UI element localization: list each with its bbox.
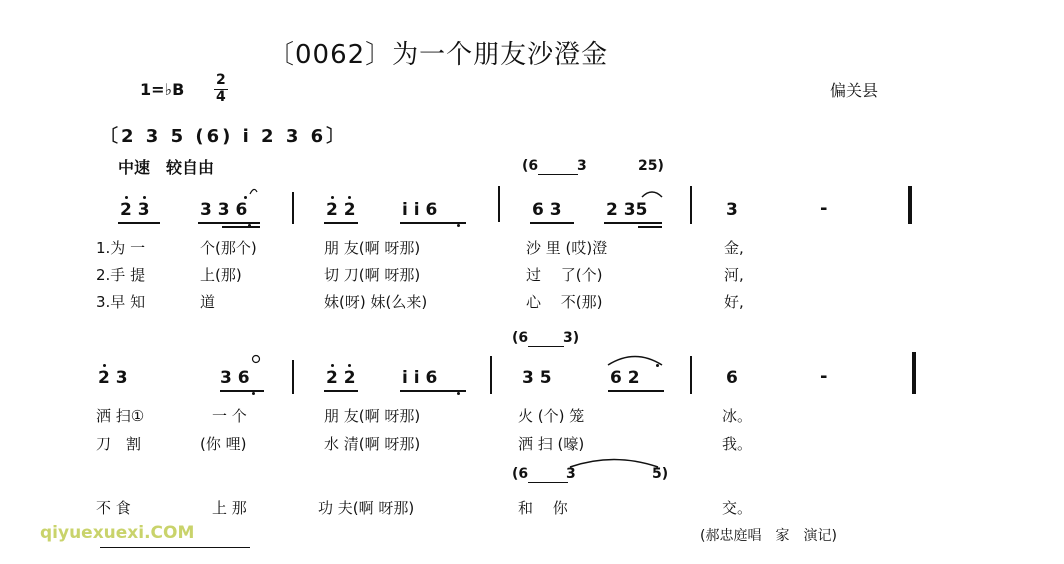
alt-note: (6 xyxy=(512,330,529,346)
lyric: 妹(呀) 妹(么来) xyxy=(324,293,428,311)
note-group: 3 6 xyxy=(220,368,250,388)
bar-line xyxy=(690,356,692,394)
note-group: 3 3 6 xyxy=(200,200,248,220)
lyric: 洒 扫 (嚎) xyxy=(518,435,585,453)
beam xyxy=(638,226,662,228)
note-group: 2 3 xyxy=(120,200,150,220)
octave-dot xyxy=(331,364,334,367)
lyric: 道 xyxy=(200,293,216,311)
lyric: 好, xyxy=(724,293,744,311)
lyric: 我。 xyxy=(722,435,753,453)
note-group: 2 2 xyxy=(326,368,356,388)
beam xyxy=(608,390,664,392)
alt-note: (6 xyxy=(522,158,539,174)
grace-mark xyxy=(248,186,258,196)
lyric: 不 食 xyxy=(96,499,131,517)
key-signature: 1=♭B xyxy=(140,80,185,99)
tempo-marking: 中速 较自由 xyxy=(118,158,215,177)
octave-dot xyxy=(125,196,128,199)
time-signature-top: 2 xyxy=(216,72,226,88)
page-title: 〔0062〕为一个朋友沙澄金 xyxy=(268,40,609,70)
octave-dot xyxy=(331,196,334,199)
bar-line xyxy=(292,192,294,224)
octave-dot xyxy=(457,392,460,395)
note-group: 6 3 xyxy=(532,200,562,220)
lyric: (你 哩) xyxy=(200,435,247,453)
alt-underline xyxy=(538,174,578,175)
lyric: 朋 友(啊 呀那) xyxy=(324,407,421,425)
lyric: 个(那个) xyxy=(200,239,257,257)
octave-dot xyxy=(348,196,351,199)
lyric: 沙 里 (哎)澄 xyxy=(526,239,608,257)
bar-line xyxy=(690,186,692,224)
beam xyxy=(400,222,466,224)
note-group: i i 6 xyxy=(402,368,438,388)
grace-mark xyxy=(251,354,261,364)
slur xyxy=(640,188,664,198)
lyric: 火 (个) 笼 xyxy=(518,407,585,425)
site-watermark: qiyuexuexi.COM xyxy=(40,523,195,543)
lyric: 一 个 xyxy=(212,407,247,425)
octave-dot xyxy=(244,196,247,199)
note-group: 6 xyxy=(726,368,738,388)
note-group: 2 35 xyxy=(606,200,648,220)
beam xyxy=(118,222,160,224)
lyric: 1.为 一 xyxy=(96,239,146,257)
hold-dash: - xyxy=(820,366,828,387)
performer-credit: (郝忠庭唱 家 演记) xyxy=(700,528,837,544)
lyric: 上 那 xyxy=(212,499,247,517)
beam xyxy=(220,390,264,392)
region-label: 偏关县 xyxy=(830,81,879,100)
octave-dot xyxy=(457,224,460,227)
note-group: 2 3 xyxy=(98,368,128,388)
lyric: 洒 扫① xyxy=(96,407,145,425)
lyric: 3.早 知 xyxy=(96,293,146,311)
beam xyxy=(324,390,358,392)
alt-note: 25) xyxy=(638,158,664,174)
lyric: 冰。 xyxy=(722,407,753,425)
lyric: 和 你 xyxy=(518,499,568,517)
final-bar-line xyxy=(908,186,912,224)
lyric: 水 清(啊 呀那) xyxy=(324,435,421,453)
note-group: 3 xyxy=(726,200,738,220)
bar-line xyxy=(498,186,500,222)
lyric: 心 不(那) xyxy=(526,293,603,311)
lyric: 切 刀(啊 呀那) xyxy=(324,266,421,284)
octave-dot xyxy=(143,196,146,199)
lyric: 刀 割 xyxy=(96,435,142,453)
lyric: 功 夫(啊 呀那) xyxy=(318,499,415,517)
beam xyxy=(222,226,260,228)
lyric: 朋 友(啊 呀那) xyxy=(324,239,421,257)
alt-underline xyxy=(528,346,564,347)
octave-dot xyxy=(348,364,351,367)
note-group: 6 2 xyxy=(610,368,640,388)
time-signature-bottom: 4 xyxy=(216,89,226,105)
note-group: 3 5 xyxy=(522,368,552,388)
octave-dot xyxy=(103,364,106,367)
alt-underline xyxy=(528,482,568,483)
beam xyxy=(400,390,466,392)
lyric: 交。 xyxy=(722,499,753,517)
bar-line xyxy=(490,356,492,394)
lyric: 2.手 提 xyxy=(96,266,146,284)
beam xyxy=(530,222,574,224)
beam xyxy=(324,222,358,224)
lyric: 上(那) xyxy=(200,266,242,284)
note-group: i i 6 xyxy=(402,200,438,220)
note-group: 2 2 xyxy=(326,200,356,220)
alt-note: 3 xyxy=(566,466,576,482)
alt-note: 5) xyxy=(652,466,669,482)
hold-dash: - xyxy=(820,198,828,219)
lyric: 金, xyxy=(724,239,744,257)
bar-line xyxy=(292,360,294,394)
final-bar-line xyxy=(912,352,916,394)
octave-dot xyxy=(252,392,255,395)
alt-note: 3) xyxy=(563,330,580,346)
watermark-underline xyxy=(100,547,250,548)
slur xyxy=(568,456,660,468)
beam xyxy=(604,222,662,224)
slur xyxy=(606,352,664,366)
alt-note: (6 xyxy=(512,466,529,482)
alt-note: 3 xyxy=(577,158,587,174)
lyric: 河, xyxy=(724,266,744,284)
intro-phrase: 〔2 3 5 (6) i 2 3 6〕 xyxy=(100,126,348,147)
beam xyxy=(198,222,260,224)
lyric: 过 了(个) xyxy=(526,266,603,284)
